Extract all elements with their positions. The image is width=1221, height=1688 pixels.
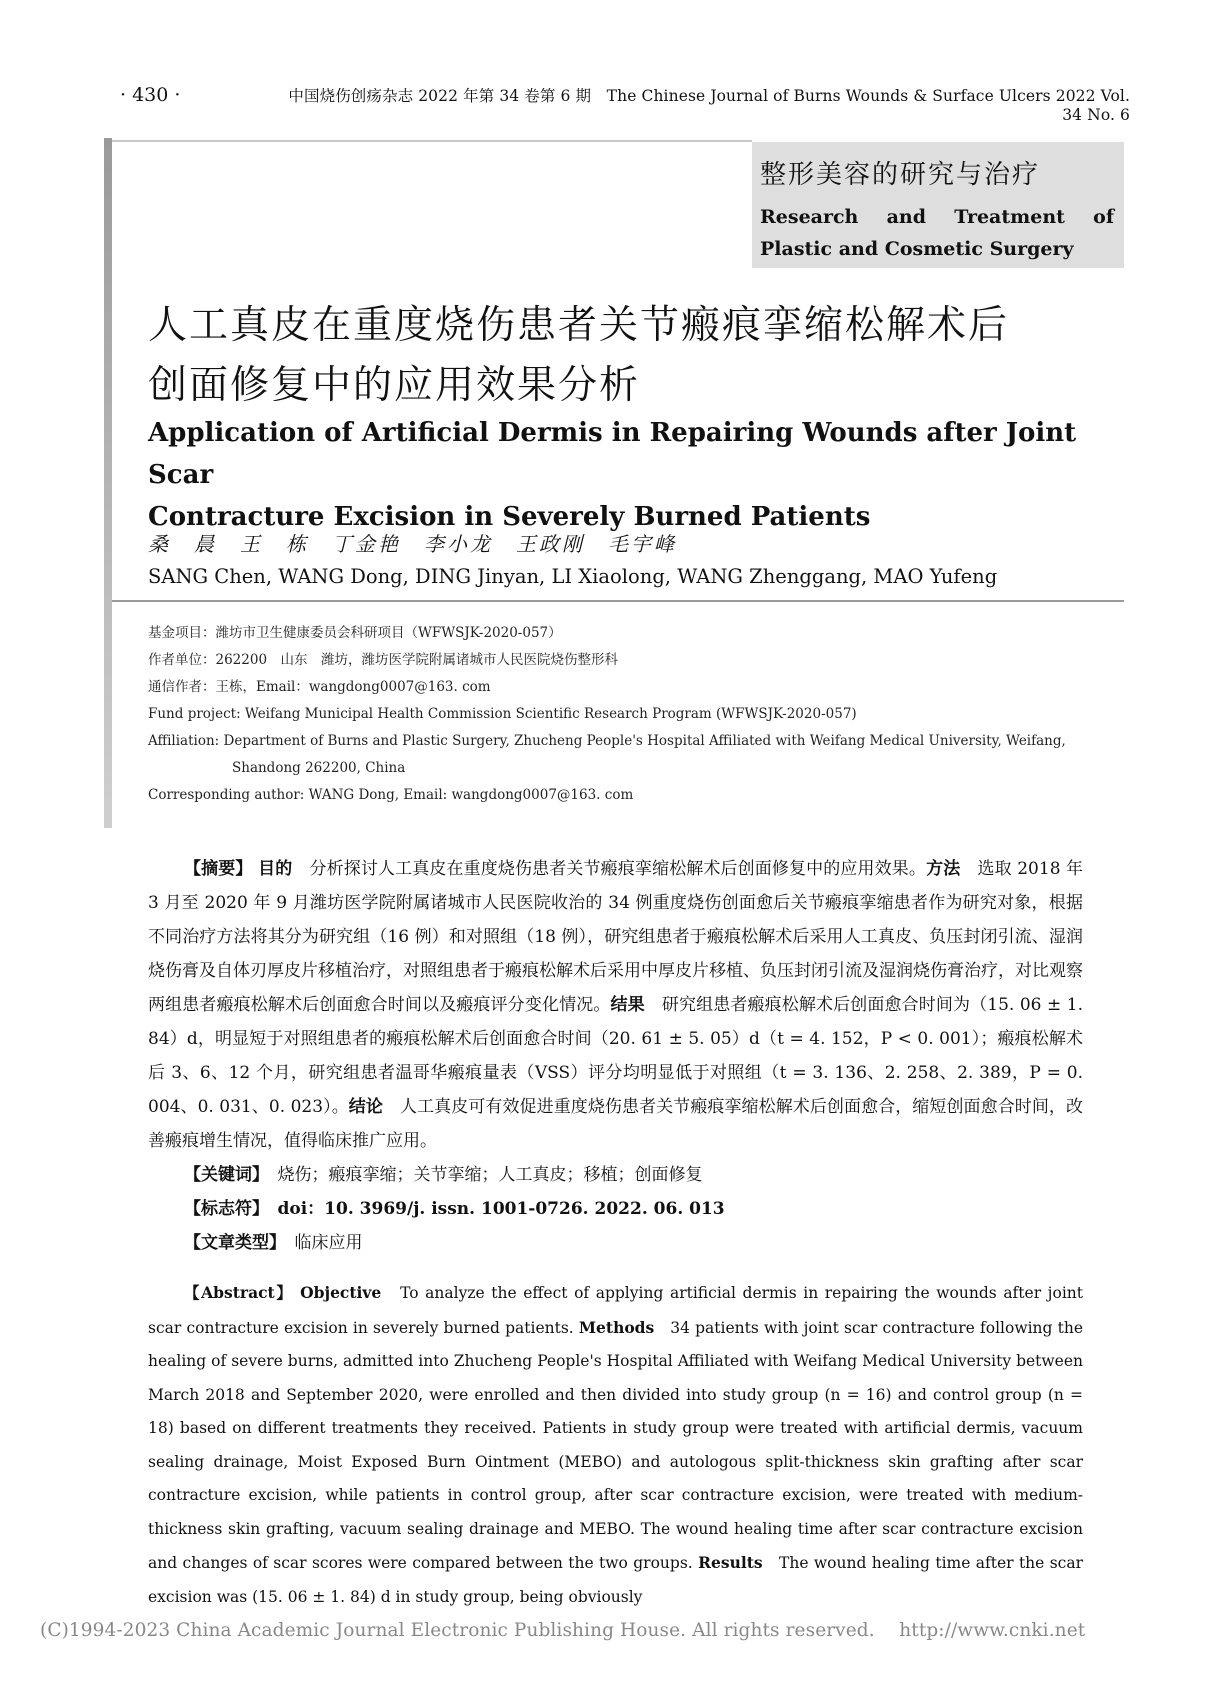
abstract-en-label: 【Abstract】 <box>184 1283 294 1302</box>
doi-row <box>148 1192 1083 1226</box>
left-decor-bar <box>104 138 112 828</box>
method-label-cn: 方法 <box>926 859 961 879</box>
authors-en: SANG Chen, WANG Dong, DING Jinyan, LI Xiaolong, WANG Zhenggang, MAO Yufeng <box>148 565 998 588</box>
doi: doi：10. 3969/j. issn. 1001-0726. 2022. 06. 013 <box>260 1199 725 1219</box>
keywords-row <box>148 1158 1083 1192</box>
corresponding-cn: 通信作者：王栋，Email：wangdong0007@163. com <box>148 679 491 695</box>
conclusion-cn: 人工真皮可有效促进重度烧伤患者关节瘢痕挛缩松解术后创面愈合，缩短创面愈合时间，改善瘢痕增生情况，值得临床推广应用。 <box>148 1097 1083 1151</box>
result-label-en: Results <box>698 1553 763 1572</box>
result-en: The wound healing time after the scar excision was (15. 06 ± 1. 84) d in study group, being obviously <box>148 1554 1083 1606</box>
top-rule <box>112 140 752 142</box>
section-title-en: Research and Treatment of Plastic and Cosmetic Surgery <box>760 206 1114 260</box>
objective-en: To analyze the effect of applying artificial dermis in repairing the wounds after joint scar contracture excision in severely burned patients. <box>148 1284 1083 1337</box>
fund-en: Fund project: Weifang Municipal Health Commission Scientific Research Program (WFWSJK-2020-057) <box>148 706 857 722</box>
corresponding-en: Corresponding author: WANG Dong, Email: wangdong0007@163. com <box>148 787 634 803</box>
article-metadata <box>148 620 1098 809</box>
affiliation-en-1: Affiliation: Department of Burns and Plastic Surgery, Zhucheng People's Hospital Affiliated with Weifang Medical University, Weifang, <box>148 733 1066 749</box>
article-type-label: 【文章类型】 <box>184 1233 278 1253</box>
method-en: 34 patients with joint scar contracture following the healing of severe burns, admitted into Zhucheng People's Hospital Affiliated with Weifang Medical University between March 2018 and September 2020, were enrolled and then divided into study group (n = 16) and control group (n = 18) based on different treatments they received. Patients in study group were treated with artificial dermis, vacuum sealing drainage, Moist Exposed Burn Ointment (MEBO) and autologous split-thickness skin grafting after scar contracture excision, while patients in control group, after scar contracture excision, were treated with medium-thickness skin grafting, vacuum sealing drainage and MEBO. The wound healing time after scar contracture excision and changes of scar scores were compared between the two groups. <box>148 1318 1084 1572</box>
method-label-en: Methods <box>578 1317 655 1337</box>
doi-label: 【标志符】 <box>184 1199 261 1219</box>
title-en-line2: Contracture Excision in Severely Burned Patients <box>148 502 871 532</box>
objective-label-cn: 目的 <box>258 859 293 879</box>
affiliation-cn: 作者单位：262200 山东 潍坊，潍坊医学院附属诸城市人民医院烧伤整形科 <box>148 652 619 668</box>
abstract-cn-body <box>148 852 1083 1158</box>
fund-cn: 基金项目：潍坊市卫生健康委员会科研项目（WFWSJK-2020-057） <box>148 625 562 641</box>
copyright-footer: (C)1994-2023 China Academic Journal Electronic Publishing House. All rights reserved. http://www.cnki.net <box>40 1620 1086 1641</box>
objective-label-en: Objective <box>300 1283 382 1302</box>
abstract-cn <box>148 852 1083 1260</box>
authors-cn: 桑 晨 王 栋 丁金艳 李小龙 王政刚 毛宇峰 <box>148 532 677 556</box>
keywords: 烧伤；瘢痕挛缩；关节挛缩；人工真皮；移植；创面修复 <box>260 1165 703 1185</box>
article-type: 临床应用 <box>277 1233 363 1253</box>
title-cn-line1: 人工真皮在重度烧伤患者关节瘢痕挛缩松解术后 <box>148 303 1010 348</box>
result-label-cn: 结果 <box>610 995 645 1015</box>
title-en-line1: Application of Artificial Dermis in Repairing Wounds after Joint Scar <box>148 418 1077 490</box>
abstract-cn-label: 【摘要】 <box>184 859 253 879</box>
affiliation-en-2: Shandong 262200, China <box>232 760 406 776</box>
method-cn: 选取 2018 年 3 月至 2020 年 9 月潍坊医学院附属诸城市人民医院收治的 34 例重度烧伤创面愈后关节瘢痕挛缩患者作为研究对象，根据不同治疗方法将其分为研究组（16 例）和对照组（18 例），研究组患者于瘢痕松解术后采用人工真皮、负压封闭引流、湿润烧伤膏及自体刃厚皮片移植治疗，对照组患者于瘢痕松解术后采用中厚皮片移植、负压封闭引流及湿润烧伤膏治疗，对比观察两组患者瘢痕松解术后创面愈合时间以及瘢痕评分变化情况。 <box>148 859 1084 1015</box>
article-title-cn <box>148 296 1108 416</box>
title-cn-line2: 创面修复中的应用效果分析 <box>148 363 641 408</box>
objective-cn: 分析探讨人工真皮在重度烧伤患者关节瘢痕挛缩松解术后创面修复中的应用效果。 <box>292 859 927 879</box>
keywords-label: 【关键词】 <box>184 1165 261 1185</box>
page-number: · 430 · <box>120 84 181 106</box>
article-type-row <box>148 1226 1083 1260</box>
result-cn: 研究组患者瘢痕松解术后创面愈合时间为（15. 06 ± 1. 84）d，明显短于对照组患者的瘢痕松解术后创面愈合时间（20. 61 ± 5. 05）d（t = 4. 152，P < 0. 001）；瘢痕松解术后 3、6、12 个月，研究组患者温哥华瘢痕量表（VSS）评分均明显低于对照组（t = 3. 136、2. 258、2. 389，P = 0. 004、0. 031、0. 023）。 <box>148 995 1084 1117</box>
running-header <box>120 84 1130 124</box>
section-title-cn: 整形美容的研究与治疗 <box>760 160 1041 190</box>
article-title-en <box>148 412 1108 538</box>
abstract-en <box>148 1276 1083 1614</box>
conclusion-label-cn: 结论 <box>348 1097 383 1117</box>
running-title: 中国烧伤创疡杂志 2022 年第 34 卷第 6 期 The Chinese Journal of Burns Wounds & Surface Ulcers 2022 Vol. 34 No. 6 <box>288 87 1130 124</box>
section-box <box>752 142 1124 268</box>
abstract-en-body <box>148 1276 1083 1614</box>
author-rule <box>112 600 1124 602</box>
